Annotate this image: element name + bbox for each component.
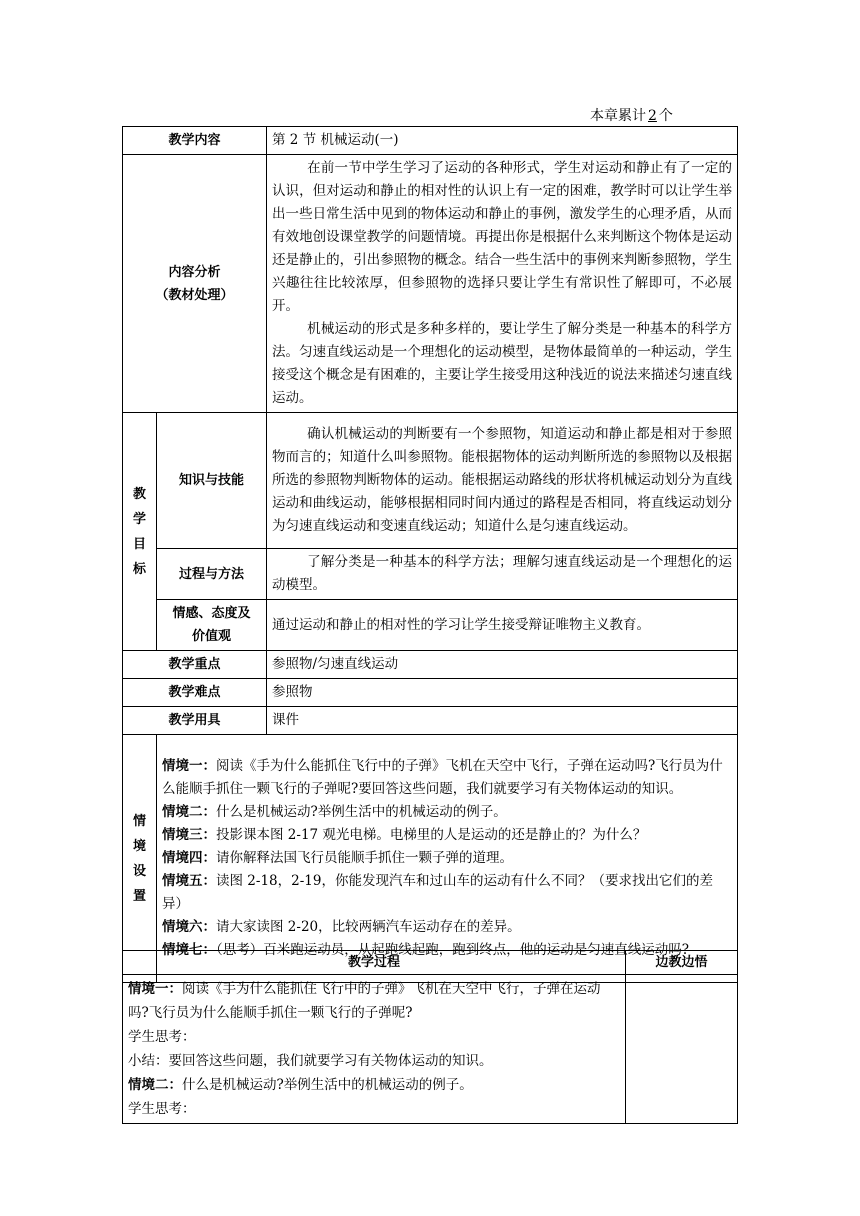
student-think-1: 学生思考： bbox=[128, 1029, 196, 1045]
emotion-label bbox=[157, 600, 267, 651]
analysis-text bbox=[267, 155, 738, 413]
process-body-row bbox=[123, 975, 738, 1124]
process-scenario-1-title: 情境一： bbox=[128, 981, 182, 997]
process-scenario-2-title: 情境二： bbox=[128, 1077, 182, 1093]
scenario-item bbox=[162, 847, 732, 870]
scenario-item-text: 什么是机械运动?举例生活中的机械运动的例子。 bbox=[216, 804, 507, 820]
scenario-item-text: （思考）百米跑运动员，从起跑线起跑，跑到终点，他的运动是匀速直线运动吗? bbox=[216, 942, 689, 958]
scenario-item-text: 读图 2-18，2-19，你能发现汽车和过山车的运动有什么不同？（要求找出它们的差异） bbox=[162, 873, 713, 912]
teaching-process-table bbox=[122, 950, 738, 1124]
difficulty-row bbox=[123, 679, 738, 707]
key-label: 教学重点 bbox=[123, 651, 267, 679]
knowledge-label: 知识与技能 bbox=[157, 413, 267, 549]
lesson-plan-table bbox=[122, 126, 738, 983]
scenario-char: 设 bbox=[132, 863, 146, 879]
scenario-item bbox=[162, 870, 732, 916]
emotion-text: 通过运动和静止的相对性的学习让学生接受辩证唯物主义教育。 bbox=[267, 600, 738, 651]
process-scenario-2-text: 什么是机械运动?举例生活中的机械运动的例子。 bbox=[182, 1077, 473, 1093]
process-method-label: 过程与方法 bbox=[157, 549, 267, 600]
scenario-item-title: 情境五： bbox=[162, 873, 216, 889]
scenario-item bbox=[162, 916, 732, 939]
tools-label: 教学用具 bbox=[123, 707, 267, 735]
scenario-item-text: 投影课本图 2-17 观光电梯。电梯里的人是运动的还是静止的？为什么？ bbox=[216, 827, 647, 843]
analysis-paragraph-1: 在前一节中学生学习了运动的各种形式，学生对运动和静止有了一定的认识，但对运动和静止的相对性的认识上有一定的困难，教学时可以让学生举出一些日常生活中见到的物体运动和静止的事例，激发学生的心理矛盾，从而有效地创设课堂教学的问题情境。再提出你是根据什么来判断这个物体是运动还是静止的，引出参照物的概念。结合一些生活中的事例来判断参照物，学生兴趣往往比较浓厚，但参照物的选择只要让学生有常识性了解即可，不必展开。 bbox=[272, 160, 732, 314]
process-method-row bbox=[123, 549, 738, 600]
side-notes-header: 边教边悟 bbox=[626, 951, 738, 975]
scenario-item-title: 情境一： bbox=[162, 758, 216, 774]
knowledge-text bbox=[267, 413, 738, 549]
scenario-char: 境 bbox=[132, 838, 146, 854]
process-header-row bbox=[123, 951, 738, 975]
key-value: 参照物/匀速直线运动 bbox=[267, 651, 738, 679]
side-notes-cell bbox=[626, 975, 738, 1124]
process-summary: 小结：要回答这些问题，我们就要学习有关物体运动的知识。 bbox=[128, 1053, 493, 1069]
analysis-label-line2: （教材处理） bbox=[155, 287, 234, 303]
analysis-row bbox=[123, 155, 738, 413]
scenario-char: 置 bbox=[132, 888, 146, 904]
scenario-item-title: 情境六： bbox=[162, 919, 216, 935]
chapter-count-note bbox=[590, 105, 673, 125]
goals-char: 教 bbox=[132, 486, 146, 502]
note-count: 2 bbox=[648, 108, 657, 124]
difficulty-label: 教学难点 bbox=[123, 679, 267, 707]
process-scenario-2 bbox=[128, 1073, 620, 1097]
scenario-item-text: 请大家读图 2-20，比较两辆汽车运动存在的差异。 bbox=[216, 919, 521, 935]
goals-char: 标 bbox=[132, 561, 146, 577]
difficulty-value: 参照物 bbox=[267, 679, 738, 707]
process-header: 教学过程 bbox=[123, 951, 626, 975]
note-suffix: 个 bbox=[658, 108, 673, 124]
scenario-item bbox=[162, 755, 732, 801]
scenario-row bbox=[123, 735, 738, 983]
goals-char: 学 bbox=[132, 511, 146, 527]
knowledge-paragraph: 确认机械运动的判断要有一个参照物，知道运动和静止都是相对于参照物而言的；知道什么叫参照物。能根据物体的运动判断所选的参照物以及根据所选的参照物判断物体的运动。能根据运动路线的形状将机械运动划分为直线运动和曲线运动，能够根据相同时间内通过的路程是否相同，将直线运动划分为匀速直线运动和变速直线运动；知道什么是匀速直线运动。 bbox=[272, 426, 732, 534]
analysis-paragraph-2: 机械运动的形式是多种多样的，要让学生了解分类是一种基本的科学方法。匀速直线运动是一个理想化的运动模型，是物体最简单的一种运动，学生接受这个概念是有困难的，主要让学生接受用这种浅近的说法来描述匀速直线运动。 bbox=[272, 321, 732, 406]
scenario-item-text: 阅读《手为什么能抓住飞行中的子弹》飞机在天空中飞行，子弹在运动吗?飞行员为什么能顺手抓住一颗飞行的子弹呢?要回答这些问题，我们就要学习有关物体运动的知识。 bbox=[162, 758, 723, 797]
scenario-item-title: 情境二： bbox=[162, 804, 216, 820]
tools-row bbox=[123, 707, 738, 735]
goals-label bbox=[123, 413, 157, 651]
analysis-label bbox=[123, 155, 267, 413]
emotion-label-line1: 情感、态度及 bbox=[172, 606, 251, 621]
scenario-item bbox=[162, 801, 732, 824]
process-body bbox=[123, 975, 626, 1124]
process-method-text bbox=[267, 549, 738, 600]
emotion-label-line2: 价值观 bbox=[192, 629, 232, 644]
key-row bbox=[123, 651, 738, 679]
scenario-item-text: 请你解释法国飞行员能顺手抓住一颗子弹的道理。 bbox=[216, 850, 513, 866]
knowledge-row bbox=[123, 413, 738, 549]
process-method-paragraph: 了解分类是一种基本的科学方法；理解匀速直线运动是一个理想化的运动模型。 bbox=[272, 554, 732, 593]
scenario-item-title: 情境七： bbox=[162, 942, 216, 958]
scenario-item bbox=[162, 824, 732, 847]
scenario-item-title: 情境四： bbox=[162, 850, 216, 866]
scenario-content bbox=[157, 735, 738, 983]
content-label: 教学内容 bbox=[123, 127, 267, 155]
goals-char: 目 bbox=[132, 536, 146, 552]
analysis-label-line1: 内容分析 bbox=[168, 264, 221, 280]
scenario-label bbox=[123, 735, 157, 983]
note-prefix: 本章累计 bbox=[590, 108, 646, 124]
content-value: 第 2 节 机械运动(一) bbox=[267, 127, 738, 155]
tools-value: 课件 bbox=[267, 707, 738, 735]
process-scenario-1 bbox=[128, 977, 620, 1025]
emotion-row bbox=[123, 600, 738, 651]
content-row bbox=[123, 127, 738, 155]
process-scenario-1-text: 阅读《手为什么能抓住飞行中的子弹》飞机在天空中飞行，子弹在运动吗?飞行员为什么能顺手抓住一颗飞行的子弹呢? bbox=[128, 981, 601, 1021]
student-think-2: 学生思考： bbox=[128, 1101, 196, 1117]
scenario-char: 情 bbox=[132, 813, 146, 829]
scenario-item-title: 情境三： bbox=[162, 827, 216, 843]
